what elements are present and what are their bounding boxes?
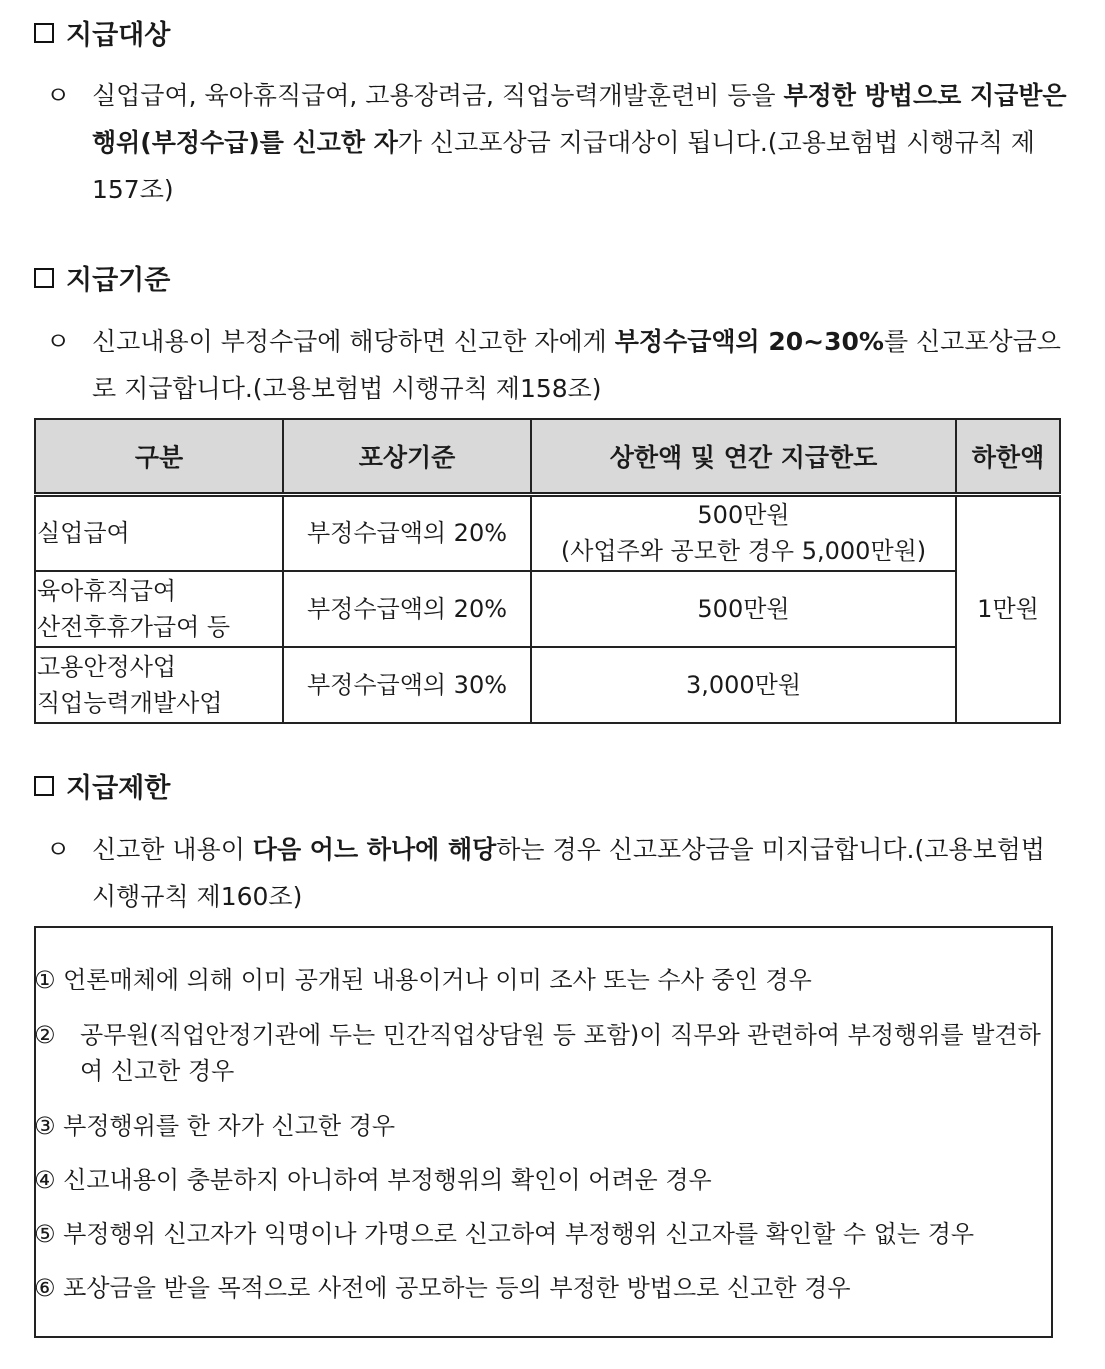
row-category: 고용안정사업 직업능력개발사업 — [35, 647, 283, 723]
bullet-circle: ㅇ — [46, 327, 71, 356]
row-limit: 3,000만원 — [531, 647, 956, 723]
header-criteria: 포상기준 — [283, 419, 531, 495]
eligibility-paragraph: ㅇ 실업급여, 육아휴직급여, 고용장려금, 직업능력개발훈련비 등을 부정한 방법으로 지급받은 행위(부정수급)를 신고한 자가 신고포상금 지급대상이 됩니다.(고용보험법 시행규칙 제157조) — [44, 72, 1068, 213]
row-limit: 500만원 (사업주와 공모한 경우 5,000만원) — [531, 495, 956, 571]
list-item: ③ 부정행위를 한 자가 신고한 경우 — [34, 1112, 396, 1140]
checkbox-square-icon — [34, 23, 54, 43]
row-criteria: 부정수급액의 20% — [283, 495, 531, 571]
list-item: ① 언론매체에 의해 이미 공개된 내용이거나 이미 조사 또는 수사 중인 경우 — [34, 966, 812, 994]
list-item: ⑤ 부정행위 신고자가 익명이나 가명으로 신고하여 부정행위 신고자를 확인할 수 없는 경우 — [34, 1220, 975, 1248]
row-category: 육아휴직급여 산전후휴가급여 등 — [35, 571, 283, 647]
bullet-circle: ㅇ — [46, 81, 71, 110]
table-row — [35, 495, 1060, 571]
header-minimum: 하한액 — [956, 419, 1060, 495]
table-row — [35, 647, 1060, 723]
reward-criteria-table — [34, 418, 1061, 724]
min-amount-cell: 1만원 — [956, 495, 1060, 723]
eligibility-emphasis: 부정한 방법으로 지급받은 행위(부정수급)를 신고한 자 — [92, 81, 1067, 157]
list-item: ⑥ 포상금을 받을 목적으로 사전에 공모하는 등의 부정한 방법으로 신고한 경우 — [34, 1274, 851, 1302]
header-category: 구분 — [35, 419, 283, 495]
list-item: ② 공무원(직업안정기관에 두는 민간직업상담원 등 포함)이 직무와 관련하여 부정행위를 발견하여 신고한 경우 — [34, 1021, 1041, 1085]
table-row — [35, 571, 1060, 647]
criteria-paragraph: ㅇ 신고내용이 부정수급에 해당하면 신고한 자에게 부정수급액의 20~30%를 신고포상금으로 지급합니다.(고용보험법 시행규칙 제158조) — [44, 318, 1068, 412]
bullet-circle: ㅇ — [46, 835, 71, 864]
table-header-row — [35, 419, 1060, 495]
criteria-emphasis: 부정수급액의 20~30% — [614, 327, 884, 356]
row-criteria: 부정수급액의 30% — [283, 647, 531, 723]
header-limit: 상한액 및 연간 지급한도 — [531, 419, 956, 495]
checkbox-square-icon — [34, 268, 54, 288]
section-heading-restrictions: 지급제한 — [34, 771, 170, 807]
checkbox-square-icon — [34, 776, 54, 796]
section-heading-criteria: 지급기준 — [34, 263, 170, 299]
list-item: ④ 신고내용이 충분하지 아니하여 부정행위의 확인이 어려운 경우 — [34, 1166, 712, 1194]
row-category: 실업급여 — [35, 495, 283, 571]
section-heading-eligibility: 지급대상 — [34, 18, 170, 54]
row-criteria: 부정수급액의 20% — [283, 571, 531, 647]
restrictions-paragraph: ㅇ 신고한 내용이 다음 어느 하나에 해당하는 경우 신고포상금을 미지급합니다.(고용보험법 시행규칙 제160조) — [44, 826, 1068, 920]
restrictions-emphasis: 다음 어느 하나에 해당 — [252, 835, 497, 864]
row-limit: 500만원 — [531, 571, 956, 647]
